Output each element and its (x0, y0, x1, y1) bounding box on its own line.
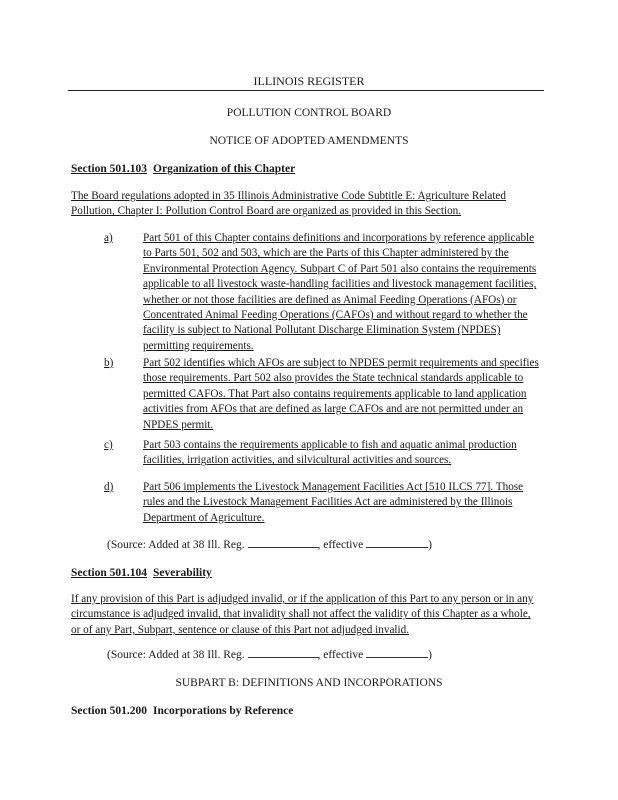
register-blank (248, 538, 318, 548)
source-effective: , effective (317, 539, 364, 551)
board-name: POLLUTION CONTROL BOARD (226, 107, 392, 119)
source-note-501-104 (107, 648, 432, 663)
section-number: Section 501.104 (71, 567, 148, 579)
section-501-104-text: If any provision of this Part is adjudged invalid, or if the application of this Part to any person or in any circumstance is adjudged invalid, that invalidity shall not affect the validity of this Chapter as a whole, or of any Part, Subpart, sentence or clause of this Part not adjudged invalid. (71, 593, 534, 636)
notice-title: NOTICE OF ADOPTED AMENDMENTS (209, 135, 409, 147)
list-item-label: d) (104, 481, 114, 493)
list-item-label: b) (104, 357, 114, 369)
effective-date-blank (366, 538, 428, 548)
section-title: Organization of this Chapter (153, 163, 296, 175)
header-rule (68, 90, 544, 91)
list-item-text: Part 501 of this Chapter contains definitions and incorporations by reference applicable to Parts 501, 502 and 503, which are the Parts of this Chapter administered by the Environmental Protection Agency. Subpart C of Part 501 also contains the requirements applicable to all livestock waste-handling facilities and livestock management facilities, whether or not those facilities are defined as Animal Feeding Operations (AFOs) or Concentrated Animal Feeding Operations (CAFOs) and without regard to whether the facility is subject to National Pollutant Discharge Elimination System (NPDES) permitting requirements. (143, 232, 537, 352)
effective-date-blank (366, 648, 428, 658)
source-close: ) (428, 539, 433, 551)
list-item-text: Part 502 identifies which AFOs are subject to NPDES permit requirements and specifies those requirements. Part 502 also provides the State technical standards applicable to permitted CAFOs. That Part also contains requirements applicable to land application activities from AFOs that are defined as large CAFOs and are not permitted under an NPDES permit. (143, 357, 539, 431)
list-item-label: c) (104, 439, 113, 451)
source-close: ) (428, 649, 433, 661)
list-item-text: Part 503 contains the requirements applicable to fish and aquatic animal production facilities, irrigation activities, and silvicultural activities and sources. (143, 439, 517, 467)
section-501-103-intro: The Board regulations adopted in 35 Illinois Administrative Code Subtitle E: Agriculture Related Pollution, Chapter I: Pollution Control Board are organized as provided in this Section. (71, 190, 506, 218)
section-501-104-heading (71, 566, 212, 581)
section-501-200-heading (71, 704, 293, 719)
section-number: Section 501.200 (71, 705, 148, 717)
source-note-501-103 (107, 538, 432, 553)
register-blank (248, 648, 318, 658)
subpart-b-heading: SUBPART B: DEFINITIONS AND INCORPORATIONS (175, 677, 443, 689)
section-title: Incorporations by Reference (153, 705, 294, 717)
section-title: Severability (153, 567, 212, 579)
register-title: ILLINOIS REGISTER (253, 74, 365, 88)
source-effective: , effective (317, 649, 364, 661)
list-item-text: Part 506 implements the Livestock Management Facilities Act [510 ILCS 77]. Those rules and the Livestock Management Facilities Act are administered by the Illinois Department of Agriculture. (143, 481, 524, 524)
source-prefix: (Source: Added at 38 Ill. Reg. (107, 649, 245, 661)
section-501-103-heading (71, 162, 295, 177)
source-prefix: (Source: Added at 38 Ill. Reg. (107, 539, 245, 551)
section-number: Section 501.103 (71, 163, 148, 175)
list-item-label: a) (104, 232, 113, 244)
